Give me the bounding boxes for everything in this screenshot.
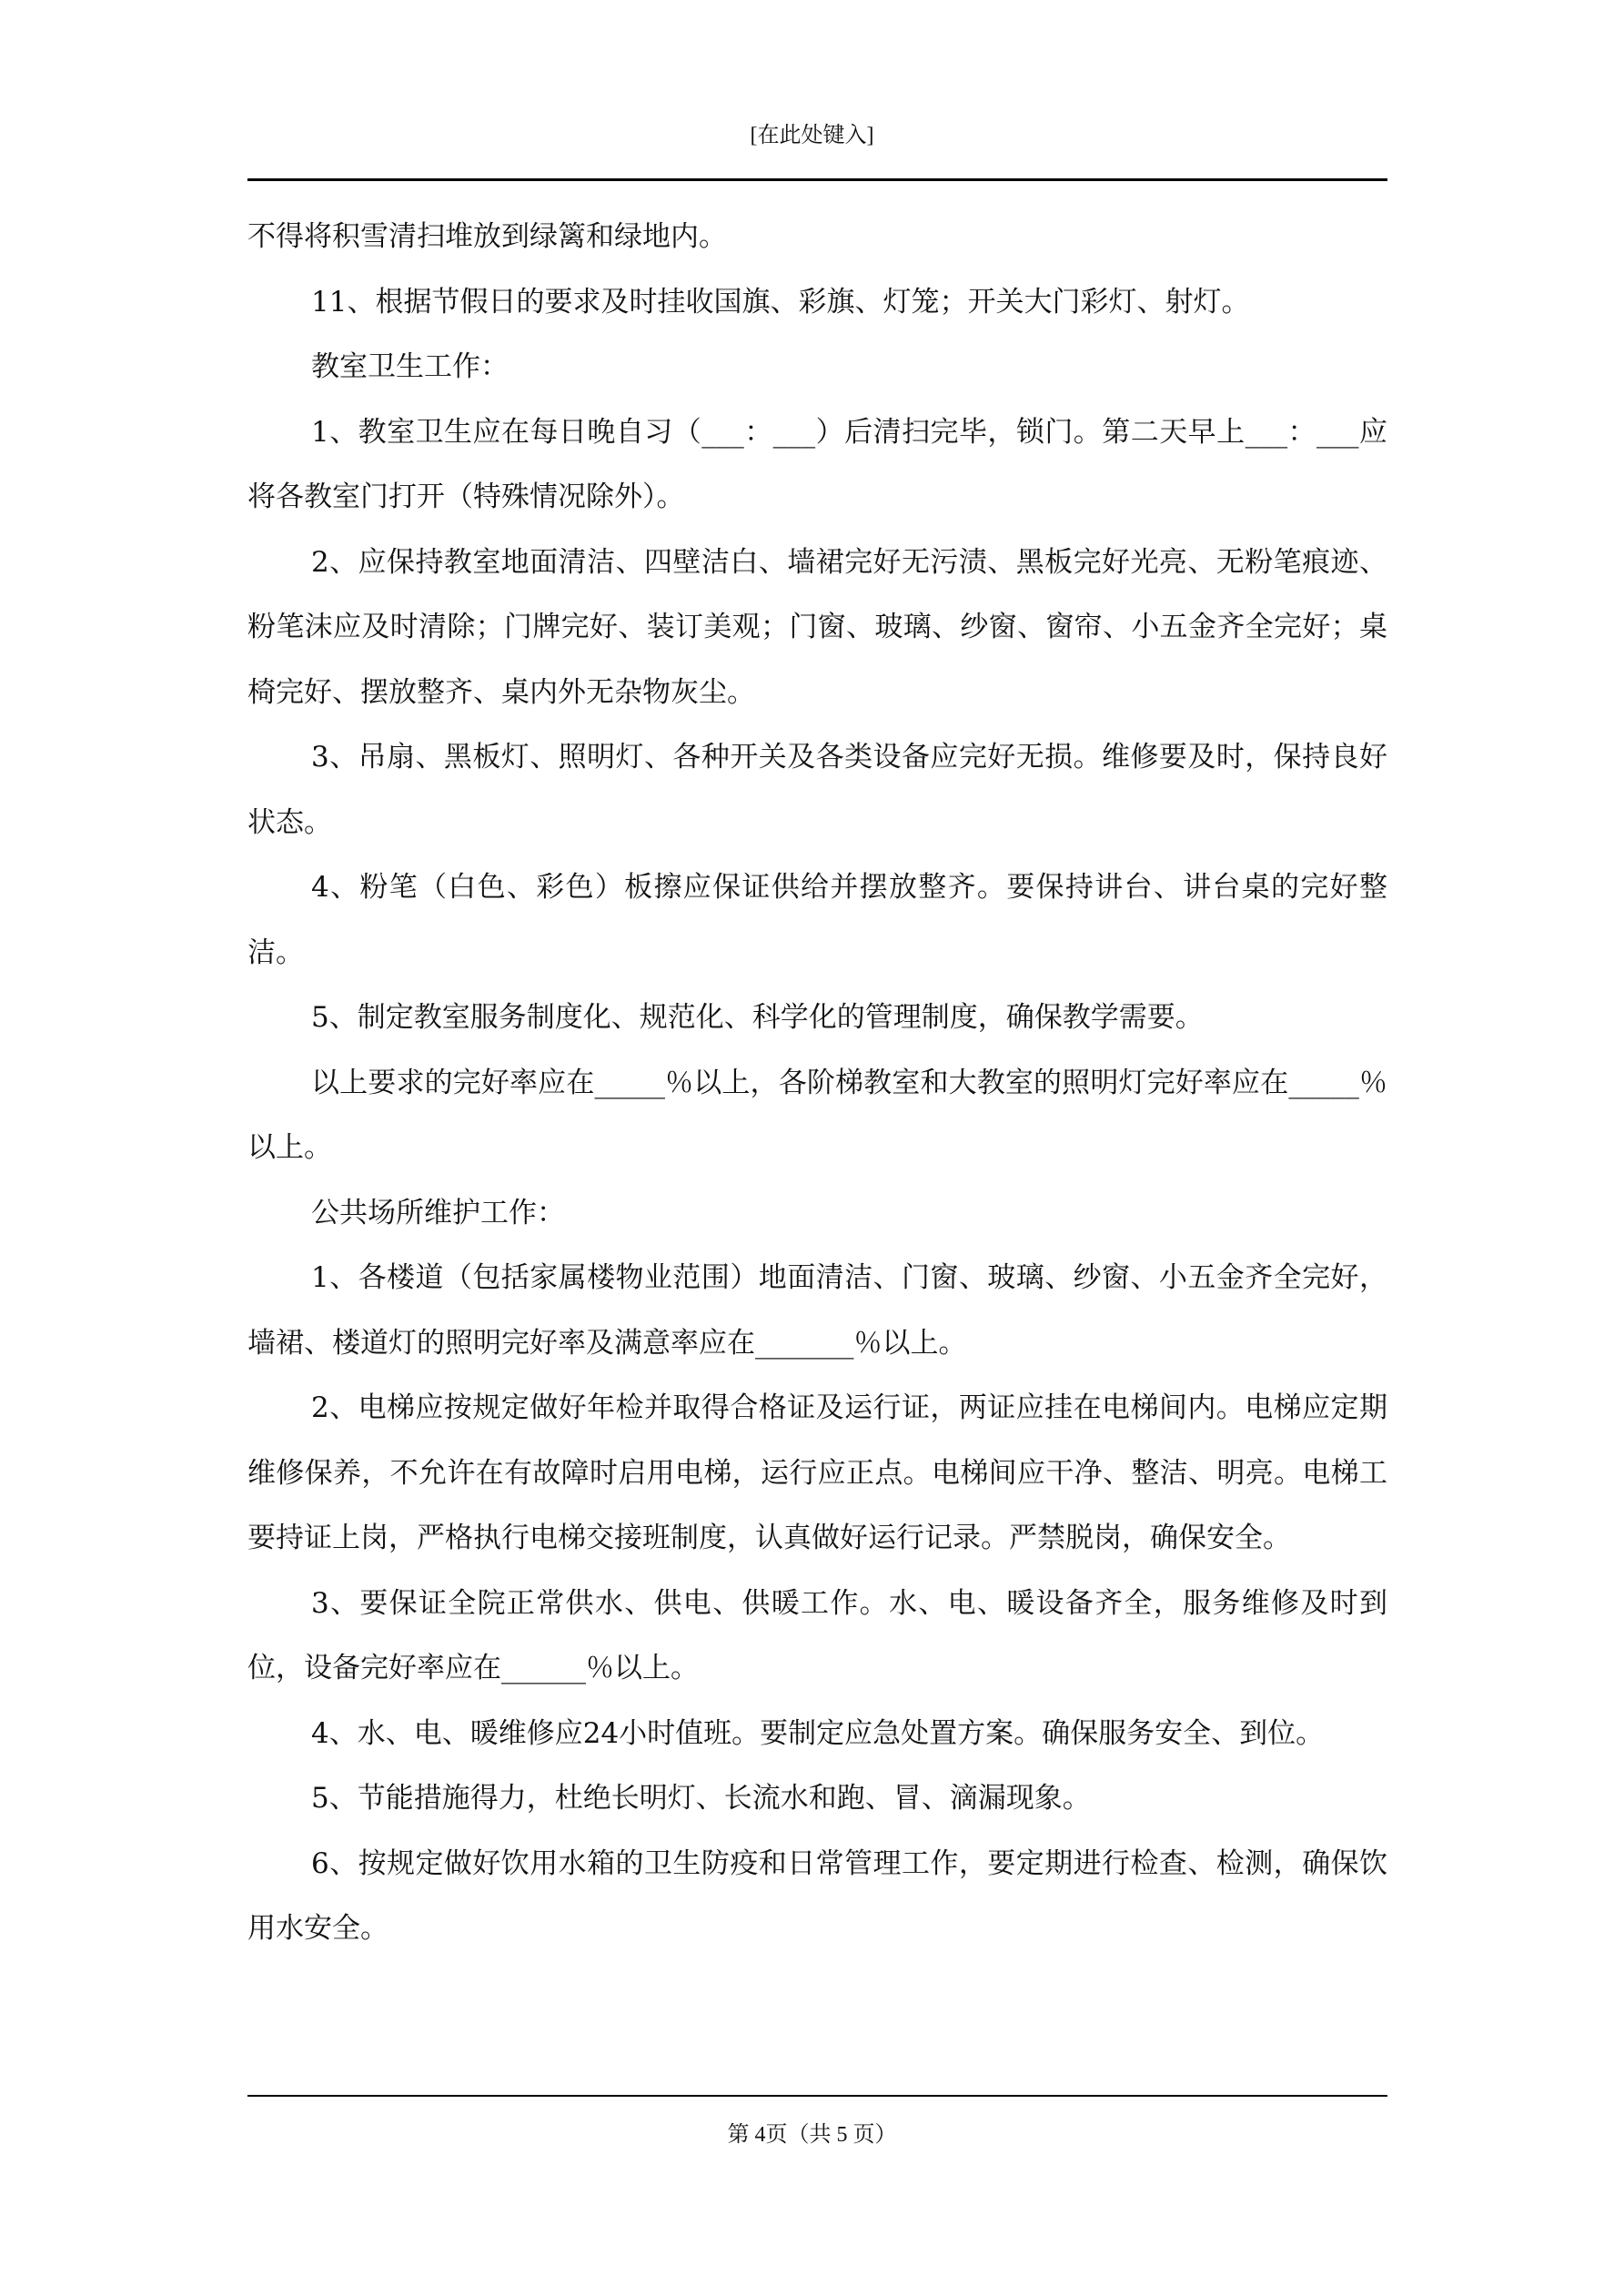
paragraph: 以上要求的完好率应在_____％以上，各阶梯教室和大教室的照明灯完好率应在_____％以上。 xyxy=(247,1066,1387,1164)
header-rule xyxy=(247,178,1387,181)
paragraph: 2、应保持教室地面清洁、四壁洁白、墙裙完好无污渍、黑板完好光亮、无粉笔痕迹、粉笔沫应及时清除；门牌完好、装订美观；门窗、玻璃、纱窗、窗帘、小五金齐全完好；桌椅完好、摆放整齐、桌内外无杂物灰尘。 xyxy=(247,545,1387,709)
section-heading: 公共场所维护工作： xyxy=(311,1196,565,1229)
paragraph: 1、教室卫生应在每日晚自习（___：___）后清扫完毕，锁门。第二天早上___：___应将各教室门打开（特殊情况除外）。 xyxy=(247,415,1387,513)
paragraph: 4、粉笔（白色、彩色）板擦应保证供给并摆放整齐。要保持讲台、讲台桌的完好整洁。 xyxy=(247,871,1387,969)
document-body xyxy=(247,205,1387,1962)
paragraph: 6、按规定做好饮用水箱的卫生防疫和日常管理工作，要定期进行检查、检测，确保饮用水安全。 xyxy=(247,1846,1387,1945)
paragraph: 不得将积雪清扫堆放到绿篱和绿地内。 xyxy=(247,220,727,253)
paragraph: 3、要保证全院正常供水、供电、供暖工作。水、电、暖设备齐全，服务维修及时到位，设备完好率应在______％以上。 xyxy=(247,1586,1387,1684)
paragraph: 2、电梯应按规定做好年检并取得合格证及运行证，两证应挂在电梯间内。电梯应定期维修保养，不允许在有故障时启用电梯，运行应正点。电梯间应干净、整洁、明亮。电梯工要持证上岗，严格执行电梯交接班制度，认真做好运行记录。严禁脱岗，确保安全。 xyxy=(247,1391,1387,1554)
page-footer: 第 4页（共 5 页） xyxy=(727,2123,897,2147)
paragraph: 3、吊扇、黑板灯、照明灯、各种开关及各类设备应完好无损。维修要及时，保持良好状态。 xyxy=(247,741,1387,839)
paragraph: 5、节能措施得力，杜绝长明灯、长流水和跑、冒、滴漏现象。 xyxy=(311,1782,1091,1815)
paragraph: 5、制定教室服务制度化、规范化、科学化的管理制度，确保教学需要。 xyxy=(311,1001,1204,1034)
paragraph: 4、水、电、暖维修应24小时值班。要制定应急处置方案。确保服务安全、到位。 xyxy=(311,1716,1325,1750)
page-header: [在此处键入] xyxy=(750,124,874,147)
footer-rule xyxy=(247,2095,1387,2097)
paragraph: 1、各楼道（包括家属楼物业范围）地面清洁、门窗、玻璃、纱窗、小五金齐全完好，墙裙、楼道灯的照明完好率及满意率应在_______％以上。 xyxy=(247,1261,1387,1360)
paragraph: 11、根据节假日的要求及时挂收国旗、彩旗、灯笼；开关大门彩灯、射灯。 xyxy=(311,285,1250,319)
section-heading: 教室卫生工作： xyxy=(311,350,509,383)
